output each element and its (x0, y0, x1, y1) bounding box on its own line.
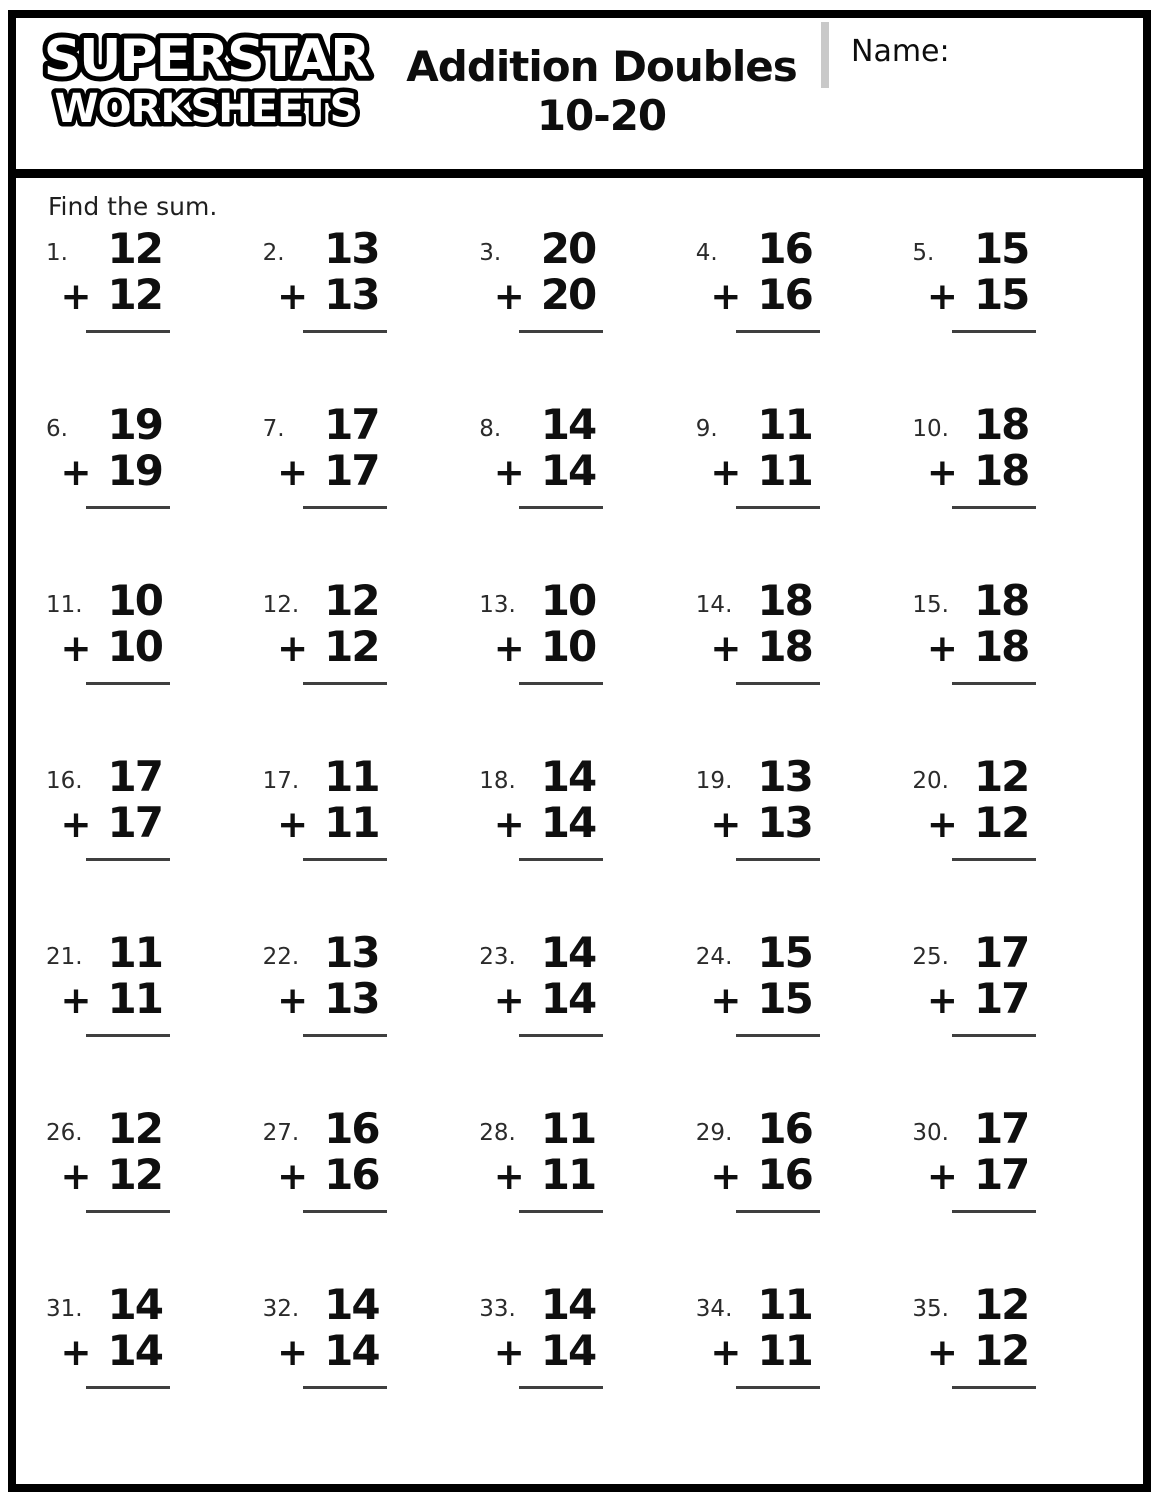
addend-bottom: 17 (324, 446, 379, 495)
addend-bottom-row (926, 1150, 1029, 1199)
addend-top: 14 (540, 400, 596, 449)
problem-cell (262, 224, 480, 405)
addend-bottom: 10 (540, 622, 596, 671)
answer-line (736, 1386, 820, 1389)
problem-number: 32. (262, 1296, 300, 1322)
addend-bottom-row (493, 798, 596, 847)
problem-cell (695, 1280, 913, 1461)
plus-sign: + (710, 451, 742, 494)
addend-bottom: 17 (973, 1150, 1029, 1199)
problem-cell (262, 1280, 480, 1461)
title-line2: 10-20 (536, 91, 667, 141)
addend-bottom-row (60, 270, 162, 319)
addend-top: 12 (973, 1280, 1029, 1329)
addend-bottom: 14 (540, 1326, 596, 1375)
problem-number: 8. (479, 416, 502, 442)
name-area (821, 18, 1143, 88)
plus-sign: + (926, 803, 958, 846)
addend-bottom-row (710, 1150, 812, 1199)
addend-top: 12 (107, 1104, 162, 1153)
addend-bottom: 16 (757, 1150, 812, 1199)
addend-bottom-row (60, 1326, 162, 1375)
problem-cell (262, 752, 480, 933)
problem-cell (912, 752, 1129, 933)
answer-line (952, 1386, 1036, 1389)
addend-bottom: 13 (324, 974, 379, 1023)
addend-bottom: 12 (973, 798, 1029, 847)
addend-top: 11 (757, 1280, 812, 1329)
plus-sign: + (926, 451, 958, 494)
addend-top: 11 (757, 400, 812, 449)
addend-bottom: 17 (107, 798, 162, 847)
answer-line (519, 330, 603, 333)
problem-cell (695, 752, 913, 933)
addend-top: 13 (757, 752, 812, 801)
problem-body (710, 400, 812, 509)
addend-bottom-row (926, 974, 1029, 1023)
problem-cell (912, 1280, 1129, 1461)
problem-number: 4. (695, 240, 718, 266)
addend-top: 12 (973, 752, 1029, 801)
problem-body (60, 224, 162, 333)
problem-cell (695, 1104, 913, 1285)
addend-bottom: 14 (540, 974, 596, 1023)
plus-sign: + (277, 979, 309, 1022)
answer-line (952, 1034, 1036, 1037)
plus-sign: + (277, 1155, 309, 1198)
addend-bottom-row (60, 974, 162, 1023)
plus-sign: + (277, 275, 309, 318)
addend-bottom: 19 (107, 446, 162, 495)
addend-bottom: 11 (540, 1150, 596, 1199)
addend-top: 11 (324, 752, 379, 801)
answer-line (303, 682, 387, 685)
problem-cell (912, 400, 1129, 581)
addend-top: 12 (324, 576, 379, 625)
addend-bottom: 12 (107, 1150, 162, 1199)
addend-bottom-row (60, 798, 162, 847)
addend-bottom: 16 (324, 1150, 379, 1199)
plus-sign: + (710, 803, 742, 846)
problem-cell (46, 928, 263, 1109)
addend-bottom-row (493, 974, 596, 1023)
superstar-worksheets-logo (30, 26, 382, 140)
answer-line (736, 858, 820, 861)
addend-bottom-row (926, 270, 1029, 319)
problem-number: 26. (46, 1120, 83, 1146)
plus-sign: + (493, 1331, 525, 1374)
answer-line (86, 682, 170, 685)
answer-line (952, 330, 1036, 333)
problem-cell (912, 1104, 1129, 1285)
answer-line (303, 1034, 387, 1037)
problem-number: 35. (912, 1296, 949, 1322)
addend-top: 13 (324, 224, 379, 273)
name-divider-bar (821, 22, 829, 88)
addend-top: 18 (757, 576, 812, 625)
answer-line (86, 330, 170, 333)
plus-sign: + (926, 1331, 958, 1374)
problem-cell (912, 576, 1129, 757)
addend-top: 17 (973, 928, 1029, 977)
answer-line (86, 1034, 170, 1037)
addend-bottom: 12 (324, 622, 379, 671)
problem-number: 16. (46, 768, 83, 794)
problem-number: 7. (262, 416, 285, 442)
plus-sign: + (60, 627, 92, 670)
addend-bottom-row (60, 1150, 162, 1199)
addend-top: 13 (324, 928, 379, 977)
addend-bottom: 14 (540, 798, 596, 847)
problem-cell (46, 224, 263, 405)
addend-bottom: 10 (107, 622, 162, 671)
problem-number: 28. (479, 1120, 516, 1146)
problem-cell (46, 1104, 263, 1285)
addend-top: 14 (540, 752, 596, 801)
answer-line (519, 1034, 603, 1037)
plus-sign: + (493, 803, 525, 846)
problem-cell (912, 928, 1129, 1109)
plus-sign: + (60, 451, 92, 494)
problem-number: 31. (46, 1296, 83, 1322)
answer-line (736, 506, 820, 509)
addend-bottom: 20 (540, 270, 596, 319)
problem-number: 14. (695, 592, 733, 618)
answer-line (952, 858, 1036, 861)
answer-line (303, 330, 387, 333)
problem-number: 25. (912, 944, 949, 970)
addend-bottom: 12 (973, 1326, 1029, 1375)
addend-bottom-row (493, 622, 596, 671)
plus-sign: + (60, 1331, 92, 1374)
problems-grid (30, 224, 1129, 1461)
problem-cell (46, 752, 263, 933)
addend-top: 18 (973, 400, 1029, 449)
problem-cell (262, 928, 480, 1109)
addend-bottom-row (277, 622, 379, 671)
plus-sign: + (926, 979, 958, 1022)
problem-number: 33. (479, 1296, 516, 1322)
addend-top: 17 (973, 1104, 1029, 1153)
answer-line (736, 1210, 820, 1213)
problem-number: 34. (695, 1296, 733, 1322)
addend-bottom: 18 (973, 446, 1029, 495)
plus-sign: + (493, 627, 525, 670)
answer-line (86, 1210, 170, 1213)
problem-cell (479, 224, 696, 405)
answer-line (303, 1210, 387, 1213)
problem-number: 20. (912, 768, 949, 794)
addend-bottom-row (710, 1326, 812, 1375)
plus-sign: + (60, 979, 92, 1022)
addend-bottom: 14 (324, 1326, 379, 1375)
plus-sign: + (926, 275, 958, 318)
addend-bottom: 13 (324, 270, 379, 319)
plus-sign: + (710, 979, 742, 1022)
problem-cell (479, 400, 696, 581)
problem-cell (46, 400, 263, 581)
problem-cell (46, 576, 263, 757)
problem-cell (479, 576, 696, 757)
plus-sign: + (710, 275, 742, 318)
worksheet-title (382, 18, 821, 140)
problem-number: 15. (912, 592, 949, 618)
addend-top: 16 (324, 1104, 379, 1153)
addend-bottom: 15 (757, 974, 812, 1023)
plus-sign: + (60, 1155, 92, 1198)
addend-bottom: 11 (757, 1326, 812, 1375)
plus-sign: + (277, 627, 309, 670)
problem-number: 10. (912, 416, 949, 442)
addend-top: 17 (324, 400, 379, 449)
addend-top: 11 (107, 928, 162, 977)
problem-number: 3. (479, 240, 502, 266)
addend-bottom-row (926, 622, 1029, 671)
addend-bottom-row (277, 1150, 379, 1199)
problem-cell (479, 1104, 696, 1285)
addend-bottom: 11 (324, 798, 379, 847)
addend-top: 10 (107, 576, 162, 625)
answer-line (736, 682, 820, 685)
addend-bottom-row (277, 798, 379, 847)
problem-number: 21. (46, 944, 83, 970)
addend-top: 17 (107, 752, 162, 801)
addend-bottom-row (493, 446, 596, 495)
problem-body (277, 224, 379, 333)
plus-sign: + (710, 627, 742, 670)
problem-number: 17. (262, 768, 300, 794)
answer-line (519, 506, 603, 509)
problem-cell (479, 928, 696, 1109)
problem-number: 30. (912, 1120, 949, 1146)
answer-line (952, 682, 1036, 685)
addend-top: 14 (107, 1280, 162, 1329)
plus-sign: + (493, 1155, 525, 1198)
problem-cell (912, 224, 1129, 405)
addend-bottom-row (710, 622, 812, 671)
addend-bottom: 12 (107, 270, 162, 319)
plus-sign: + (60, 275, 92, 318)
problem-cell (695, 928, 913, 1109)
problem-number: 19. (695, 768, 733, 794)
logo-bubble-text (30, 26, 382, 136)
worksheet-header (16, 18, 1143, 178)
addend-bottom-row (60, 622, 162, 671)
answer-line (303, 1386, 387, 1389)
problem-cell (479, 752, 696, 933)
addend-bottom-row (926, 798, 1029, 847)
problem-number: 24. (695, 944, 733, 970)
problem-number: 5. (912, 240, 935, 266)
addend-bottom-row (493, 270, 596, 319)
problem-number: 2. (262, 240, 285, 266)
title-line1: Addition Doubles (406, 42, 797, 91)
addend-bottom: 18 (757, 622, 812, 671)
addend-bottom-row (926, 446, 1029, 495)
addend-bottom: 11 (757, 446, 812, 495)
answer-line (952, 1210, 1036, 1213)
addend-top: 16 (757, 1104, 812, 1153)
plus-sign: + (926, 627, 958, 670)
problem-cell (479, 1280, 696, 1461)
answer-line (303, 858, 387, 861)
addend-bottom-row (710, 270, 812, 319)
problem-number: 6. (46, 416, 68, 442)
addend-bottom: 17 (973, 974, 1029, 1023)
addend-bottom: 18 (973, 622, 1029, 671)
addend-bottom-row (710, 974, 812, 1023)
addend-top: 10 (540, 576, 596, 625)
addend-bottom-row (277, 270, 379, 319)
problem-cell (262, 1104, 480, 1285)
addend-top: 14 (324, 1280, 379, 1329)
problems-section (16, 178, 1143, 1484)
addend-bottom: 16 (757, 270, 812, 319)
answer-line (736, 330, 820, 333)
problem-number: 12. (262, 592, 300, 618)
addend-bottom-row (60, 446, 162, 495)
plus-sign: + (493, 451, 525, 494)
addend-bottom-row (277, 446, 379, 495)
addend-bottom: 15 (973, 270, 1029, 319)
problem-body (60, 400, 162, 509)
problem-number: 9. (695, 416, 718, 442)
plus-sign: + (60, 803, 92, 846)
problem-number: 29. (695, 1120, 733, 1146)
answer-line (86, 858, 170, 861)
plus-sign: + (277, 1331, 309, 1374)
problem-cell (46, 1280, 263, 1461)
addend-top: 14 (540, 1280, 596, 1329)
addend-bottom: 14 (107, 1326, 162, 1375)
problem-cell (695, 224, 913, 405)
plus-sign: + (277, 803, 309, 846)
problem-cell (262, 576, 480, 757)
plus-sign: + (710, 1155, 742, 1198)
problem-number: 23. (479, 944, 516, 970)
problem-body (277, 400, 379, 509)
addend-bottom-row (710, 446, 812, 495)
addend-bottom: 14 (540, 446, 596, 495)
problem-cell (262, 400, 480, 581)
plus-sign: + (926, 1155, 958, 1198)
plus-sign: + (493, 275, 525, 318)
addend-top: 15 (973, 224, 1029, 273)
addend-top: 12 (107, 224, 162, 273)
problem-number: 1. (46, 240, 68, 266)
addend-bottom: 13 (757, 798, 812, 847)
problem-body (493, 224, 596, 333)
answer-line (519, 1386, 603, 1389)
answer-line (86, 506, 170, 509)
addend-top: 18 (973, 576, 1029, 625)
plus-sign: + (277, 451, 309, 494)
answer-line (519, 682, 603, 685)
logo-line1: SUPERSTAR (43, 29, 369, 89)
problem-number: 27. (262, 1120, 300, 1146)
addend-bottom-row (493, 1326, 596, 1375)
addend-top: 15 (757, 928, 812, 977)
answer-line (519, 858, 603, 861)
addend-top: 20 (540, 224, 596, 273)
addend-top: 19 (107, 400, 162, 449)
addend-top: 16 (757, 224, 812, 273)
logo-line2: WORKSHEETS (54, 86, 358, 132)
answer-line (519, 1210, 603, 1213)
problem-body (710, 224, 812, 333)
answer-line (303, 506, 387, 509)
addend-bottom-row (277, 1326, 379, 1375)
problem-number: 13. (479, 592, 516, 618)
addend-bottom-row (926, 1326, 1029, 1375)
problem-cell (695, 400, 913, 581)
name-label: Name: (851, 34, 950, 69)
page-frame (8, 10, 1151, 1492)
plus-sign: + (493, 979, 525, 1022)
problem-number: 11. (46, 592, 83, 618)
problem-body (926, 224, 1029, 333)
problem-number: 22. (262, 944, 300, 970)
answer-line (952, 506, 1036, 509)
problem-cell (695, 576, 913, 757)
problem-body (277, 576, 379, 685)
instructions-text: Find the sum. (48, 192, 218, 221)
addend-top: 14 (540, 928, 596, 977)
addend-bottom: 11 (107, 974, 162, 1023)
answer-line (86, 1386, 170, 1389)
plus-sign: + (710, 1331, 742, 1374)
problem-number: 18. (479, 768, 516, 794)
problem-body (493, 400, 596, 509)
addend-bottom-row (710, 798, 812, 847)
addend-bottom-row (277, 974, 379, 1023)
answer-line (736, 1034, 820, 1037)
addend-bottom-row (493, 1150, 596, 1199)
addend-top: 11 (540, 1104, 596, 1153)
